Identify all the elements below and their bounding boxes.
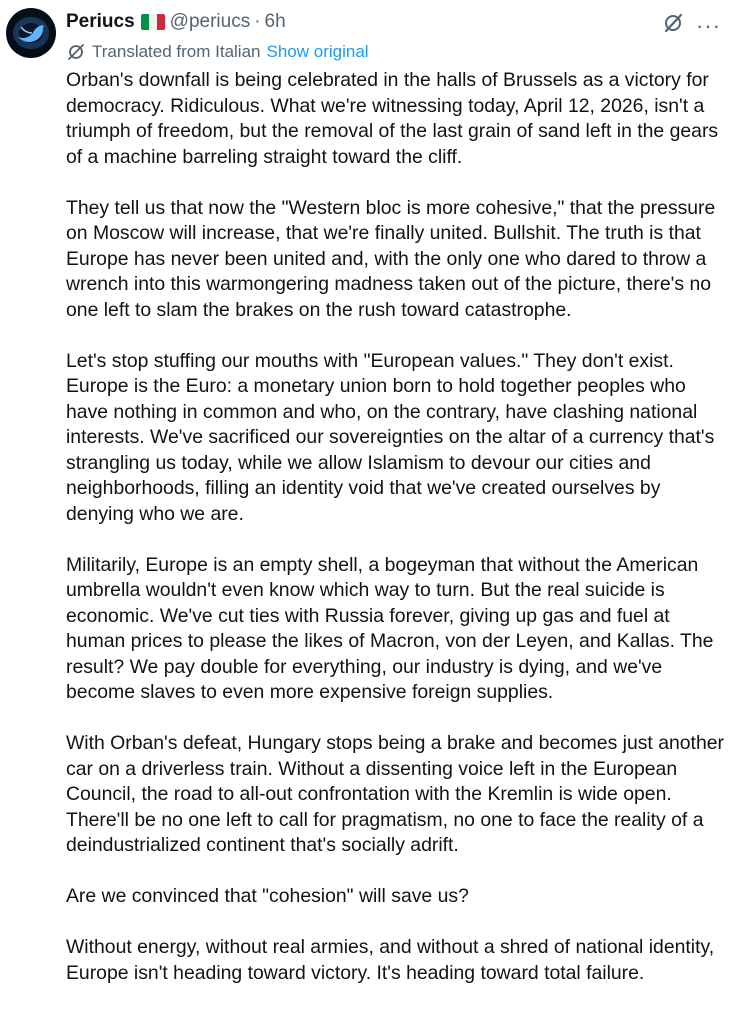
post-paragraph: Are we convinced that "cohesion" will save us?	[66, 885, 469, 907]
post-paragraph: Without energy, without real armies, and without a shred of national identity, Europe isn't heading toward victory. It's heading toward total failure.	[66, 936, 715, 984]
author-name[interactable]: Periucs	[66, 11, 135, 32]
bird-logo-icon	[6, 8, 56, 58]
post-body	[66, 68, 731, 1012]
translation-notice	[66, 41, 369, 63]
post-paragraph: Orban's downfall is being celebrated in the halls of Brussels as a victory for democracy. Ridiculous. What we're witnessing today, April 12, 2026, isn't a triumph of freedom, but the removal of the last grain of sand left in the gears of a machine barreling straight toward the cliff.	[66, 69, 719, 168]
avatar[interactable]	[6, 8, 56, 58]
post-paragraph: Militarily, Europe is an empty shell, a bogeyman that without the American umbrella wouldn't even know which way to turn. But the real suicide is economic. We've cut ties with Russia forever, giving up gas and fuel at human prices to please the likes of Macron, von der Leyen, and Kallas. The result? We pay double for everything, our industry is dying, and we've become slaves to even more expensive foreign supplies.	[66, 553, 714, 703]
author-handle[interactable]: @periucs	[169, 11, 251, 32]
post-paragraph: Let's stop stuffing our mouths with "European values." They don't exist. Europe is the Euro: a monetary union born to hold together peoples who have nothing in common and who, on the contrary, have clashing national interests. We've sacrificed our sovereignties on the altar of a currency that's strangling us today, while we allow Islamism to devour our cities and neighborhoods, filling an identity void that we've created ourselves by denying who we are.	[66, 349, 715, 525]
post-paragraph: With Orban's defeat, Hungary stops being a brake and becomes just another car on a driverless train. Without a dissenting voice left in the European Council, the road to all-out confrontation with the Kremlin is wide open. There'll be no one left to call for pragmatism, no one to face the reality of a deindustrialized continent that's socially adrift.	[66, 732, 724, 856]
italy-flag-icon	[141, 14, 165, 30]
more-options-icon[interactable]: ···	[696, 12, 721, 38]
meta-separator: ·	[254, 11, 261, 32]
grok-icon[interactable]	[662, 12, 684, 39]
show-original-link[interactable]: Show original	[266, 42, 369, 61]
post-timestamp[interactable]: 6h	[264, 11, 286, 32]
post-paragraph: They tell us that now the "Western bloc is more cohesive," that the pressure on Moscow will increase, that we're finally united. Bullshit. The truth is that Europe has never been united and, with the only one who dared to throw a wrench into this warmongering madness taken out of the picture, there's no one left to slam the brakes on the rush toward catastrophe.	[66, 196, 716, 321]
translate-icon	[66, 42, 86, 62]
header-actions	[662, 12, 721, 39]
translated-label: Translated from Italian	[92, 42, 261, 61]
post-header	[66, 9, 286, 35]
